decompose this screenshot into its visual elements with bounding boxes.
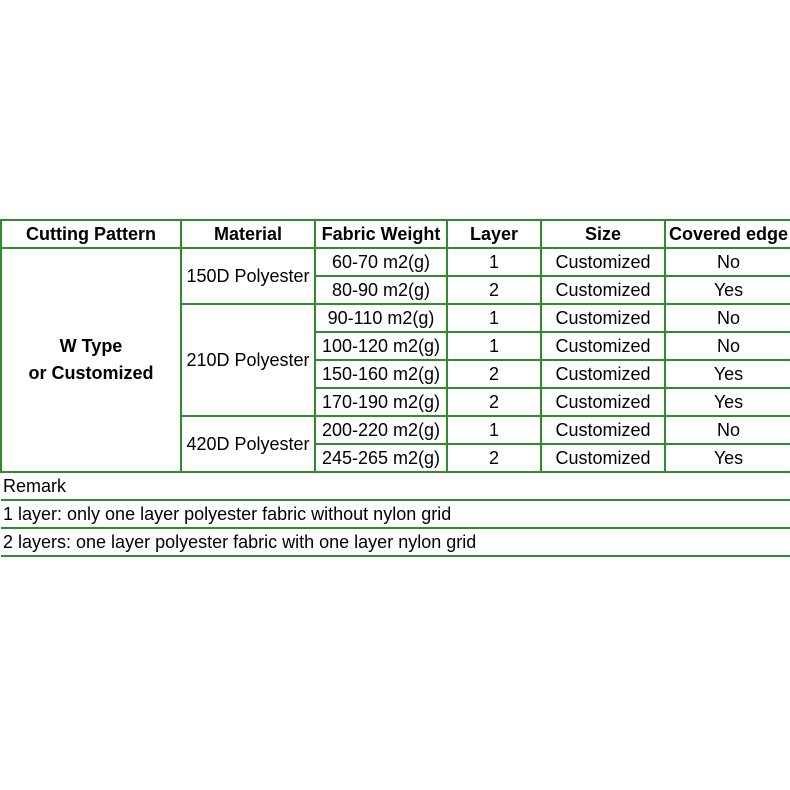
header-layer: Layer	[447, 220, 541, 248]
size-cell: Customized	[541, 248, 665, 276]
weight-cell: 170-190 m2(g)	[315, 388, 447, 416]
size-cell: Customized	[541, 416, 665, 444]
material-cell: 210D Polyester	[181, 304, 315, 416]
size-cell: Customized	[541, 444, 665, 472]
remark-row	[1, 472, 790, 500]
header-row	[1, 220, 790, 248]
size-cell: Customized	[541, 360, 665, 388]
weight-cell: 100-120 m2(g)	[315, 332, 447, 360]
size-cell: Customized	[541, 304, 665, 332]
covered-edge-cell: No	[665, 416, 790, 444]
remark-row	[1, 500, 790, 528]
layer-cell: 1	[447, 248, 541, 276]
layer-cell: 2	[447, 276, 541, 304]
size-cell: Customized	[541, 276, 665, 304]
size-cell: Customized	[541, 388, 665, 416]
layer-cell: 2	[447, 360, 541, 388]
cutting-pattern-line-2: or Customized	[28, 363, 154, 383]
remark-row	[1, 528, 790, 556]
remark-title: Remark	[1, 472, 790, 500]
header-fabric-weight: Fabric Weight	[315, 220, 447, 248]
covered-edge-cell: Yes	[665, 276, 790, 304]
header-size: Size	[541, 220, 665, 248]
table-row	[1, 248, 790, 276]
spec-table	[0, 219, 790, 557]
covered-edge-cell: No	[665, 304, 790, 332]
covered-edge-cell: Yes	[665, 360, 790, 388]
layer-cell: 1	[447, 304, 541, 332]
covered-edge-cell: No	[665, 332, 790, 360]
weight-cell: 60-70 m2(g)	[315, 248, 447, 276]
weight-cell: 90-110 m2(g)	[315, 304, 447, 332]
header-cutting-pattern: Cutting Pattern	[1, 220, 181, 248]
layer-cell: 1	[447, 416, 541, 444]
remark-line-2: 2 layers: one layer polyester fabric with one layer nylon grid	[1, 528, 790, 556]
weight-cell: 150-160 m2(g)	[315, 360, 447, 388]
material-cell: 420D Polyester	[181, 416, 315, 472]
covered-edge-cell: Yes	[665, 388, 790, 416]
size-cell: Customized	[541, 332, 665, 360]
weight-cell: 80-90 m2(g)	[315, 276, 447, 304]
covered-edge-cell: No	[665, 248, 790, 276]
layer-cell: 1	[447, 332, 541, 360]
header-material: Material	[181, 220, 315, 248]
layer-cell: 2	[447, 444, 541, 472]
material-cell: 150D Polyester	[181, 248, 315, 304]
layer-cell: 2	[447, 388, 541, 416]
weight-cell: 245-265 m2(g)	[315, 444, 447, 472]
header-covered-edge: Covered edge	[665, 220, 790, 248]
remark-line-1: 1 layer: only one layer polyester fabric without nylon grid	[1, 500, 790, 528]
covered-edge-cell: Yes	[665, 444, 790, 472]
cutting-pattern-cell	[1, 248, 181, 472]
weight-cell: 200-220 m2(g)	[315, 416, 447, 444]
cutting-pattern-line-1: W Type	[59, 336, 123, 356]
